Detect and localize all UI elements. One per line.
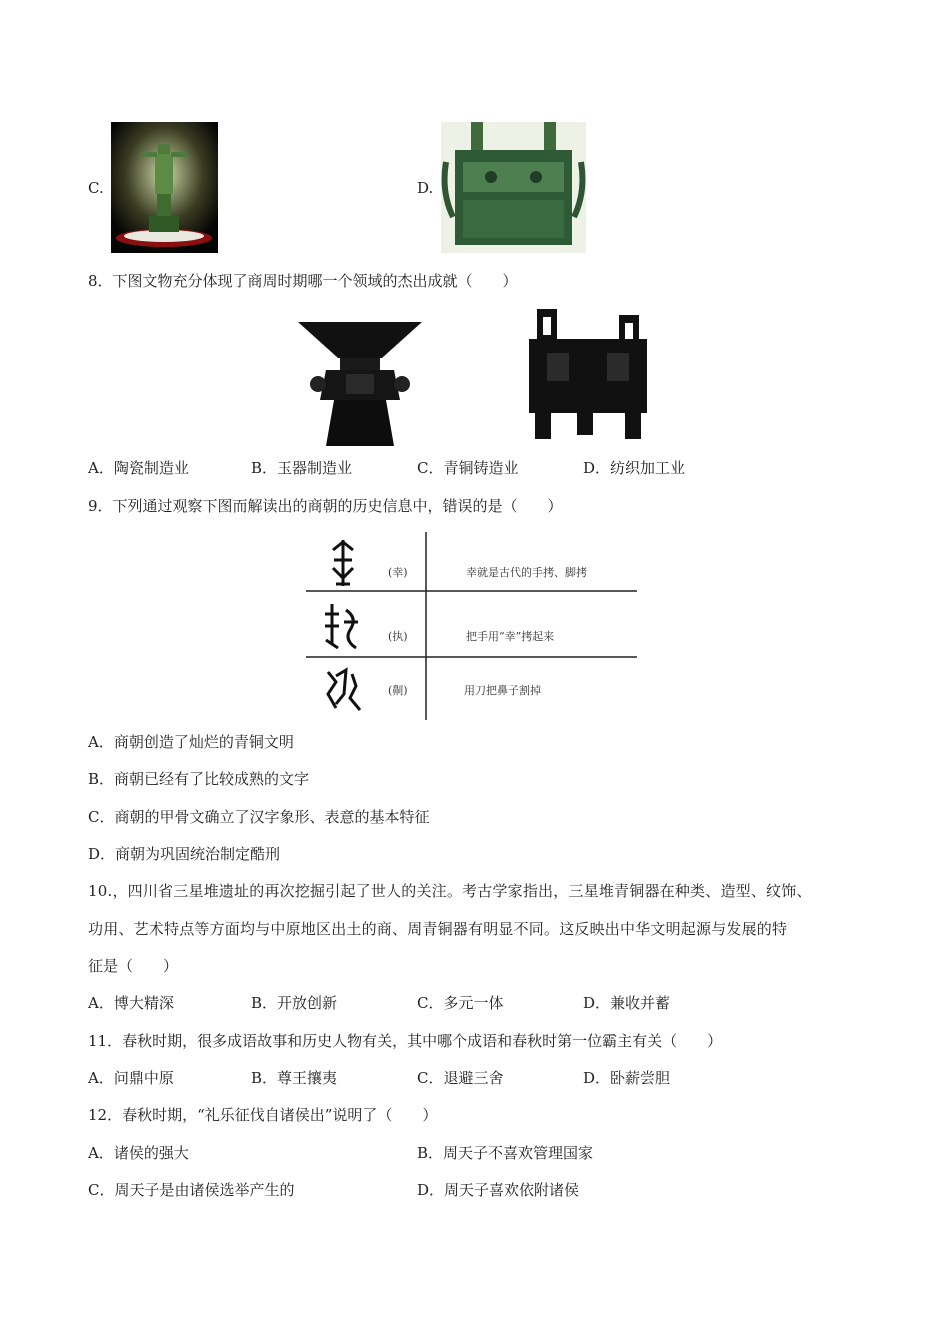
- q11-option-a[interactable]: A．问鼎中原: [88, 1069, 174, 1087]
- q8-image-ding: [521, 309, 655, 441]
- q7-option-c-label: C.: [88, 179, 104, 197]
- q7-option-c-image: [111, 122, 218, 253]
- q12-option-c[interactable]: C．周天子是由诸侯选举产生的: [88, 1181, 295, 1199]
- q10-option-a[interactable]: A．博大精深: [88, 994, 174, 1012]
- q8-option-a[interactable]: A．陶瓷制造业: [88, 459, 189, 477]
- bronze-zun-vessel-icon: [296, 318, 424, 449]
- q8-stem: 8．下图文物充分体现了商周时期哪一个领域的杰出成就（ ）: [88, 272, 518, 290]
- bronze-ding-vessel-icon: [521, 309, 655, 441]
- q9-stem: 9．下列通过观察下图而解读出的商朝的历史信息中，错误的是（ ）: [88, 497, 563, 515]
- q12-option-b[interactable]: B．周天子不喜欢管理国家: [417, 1144, 594, 1162]
- q11-option-c[interactable]: C．退避三舍: [417, 1069, 504, 1087]
- q11-option-d[interactable]: D．卧薪尝胆: [583, 1069, 671, 1087]
- q10-stem-line2: 功用、艺术特点等方面均与中原地区出土的商、周青铜器有明显不同。这反映出中华文明起源与发展的特: [88, 920, 788, 938]
- q9-row2-desc: 把手用“幸”拷起来: [466, 630, 555, 643]
- q9-option-b[interactable]: B．商朝已经有了比较成熟的文字: [88, 770, 310, 788]
- bronze-standing-figure-icon: [111, 122, 218, 253]
- q12-stem: 12．春秋时期，“礼乐征伐自诸侯出”说明了（ ）: [88, 1106, 438, 1124]
- q9-row3-desc: 用刀把鼻子割掉: [464, 684, 541, 697]
- oracle-glyph-yi-icon: [322, 664, 366, 716]
- q11-option-b[interactable]: B．尊王攘夷: [251, 1069, 338, 1087]
- q7-option-d-label: D.: [417, 179, 434, 197]
- q9-row3-char: (劓): [388, 684, 408, 697]
- q7-option-d-image: [441, 122, 586, 253]
- q9-oracle-table: [306, 532, 637, 722]
- q8-option-c[interactable]: C．青铜铸造业: [417, 459, 519, 477]
- oracle-glyph-xing-icon: [328, 538, 358, 588]
- q9-row1-desc: 幸就是古代的手拷、脚拷: [466, 566, 587, 579]
- bronze-square-vessel-icon: [441, 122, 586, 253]
- q11-stem: 11．春秋时期，很多成语故事和历史人物有关，其中哪个成语和春秋时第一位霸主有关（ ）: [88, 1032, 723, 1050]
- q8-image-zun: [296, 318, 424, 449]
- q8-option-b[interactable]: B．玉器制造业: [251, 459, 353, 477]
- q10-option-d[interactable]: D．兼收并蓄: [583, 994, 671, 1012]
- q9-row1-char: (幸): [388, 566, 408, 579]
- q9-option-c[interactable]: C．商朝的甲骨文确立了汉字象形、表意的基本特征: [88, 808, 430, 826]
- q9-option-d[interactable]: D．商朝为巩固统治制定酷刑: [88, 845, 281, 863]
- q10-option-b[interactable]: B．开放创新: [251, 994, 338, 1012]
- q8-option-d[interactable]: D．纺织加工业: [583, 459, 686, 477]
- q9-option-a[interactable]: A．商朝创造了灿烂的青铜文明: [88, 733, 294, 751]
- q10-stem-line3: 征是（ ）: [88, 957, 179, 975]
- q9-row2-char: (执): [388, 630, 408, 643]
- oracle-glyph-zhi-icon: [322, 600, 362, 652]
- q12-option-a[interactable]: A．诸侯的强大: [88, 1144, 189, 1162]
- q10-stem-line1: 10.，四川省三星堆遗址的再次挖掘引起了世人的关注。考古学家指出，三星堆青铜器在种类、造型、纹饰、: [88, 882, 812, 900]
- q12-option-d[interactable]: D．周天子喜欢依附诸侯: [417, 1181, 580, 1199]
- q10-option-c[interactable]: C．多元一体: [417, 994, 504, 1012]
